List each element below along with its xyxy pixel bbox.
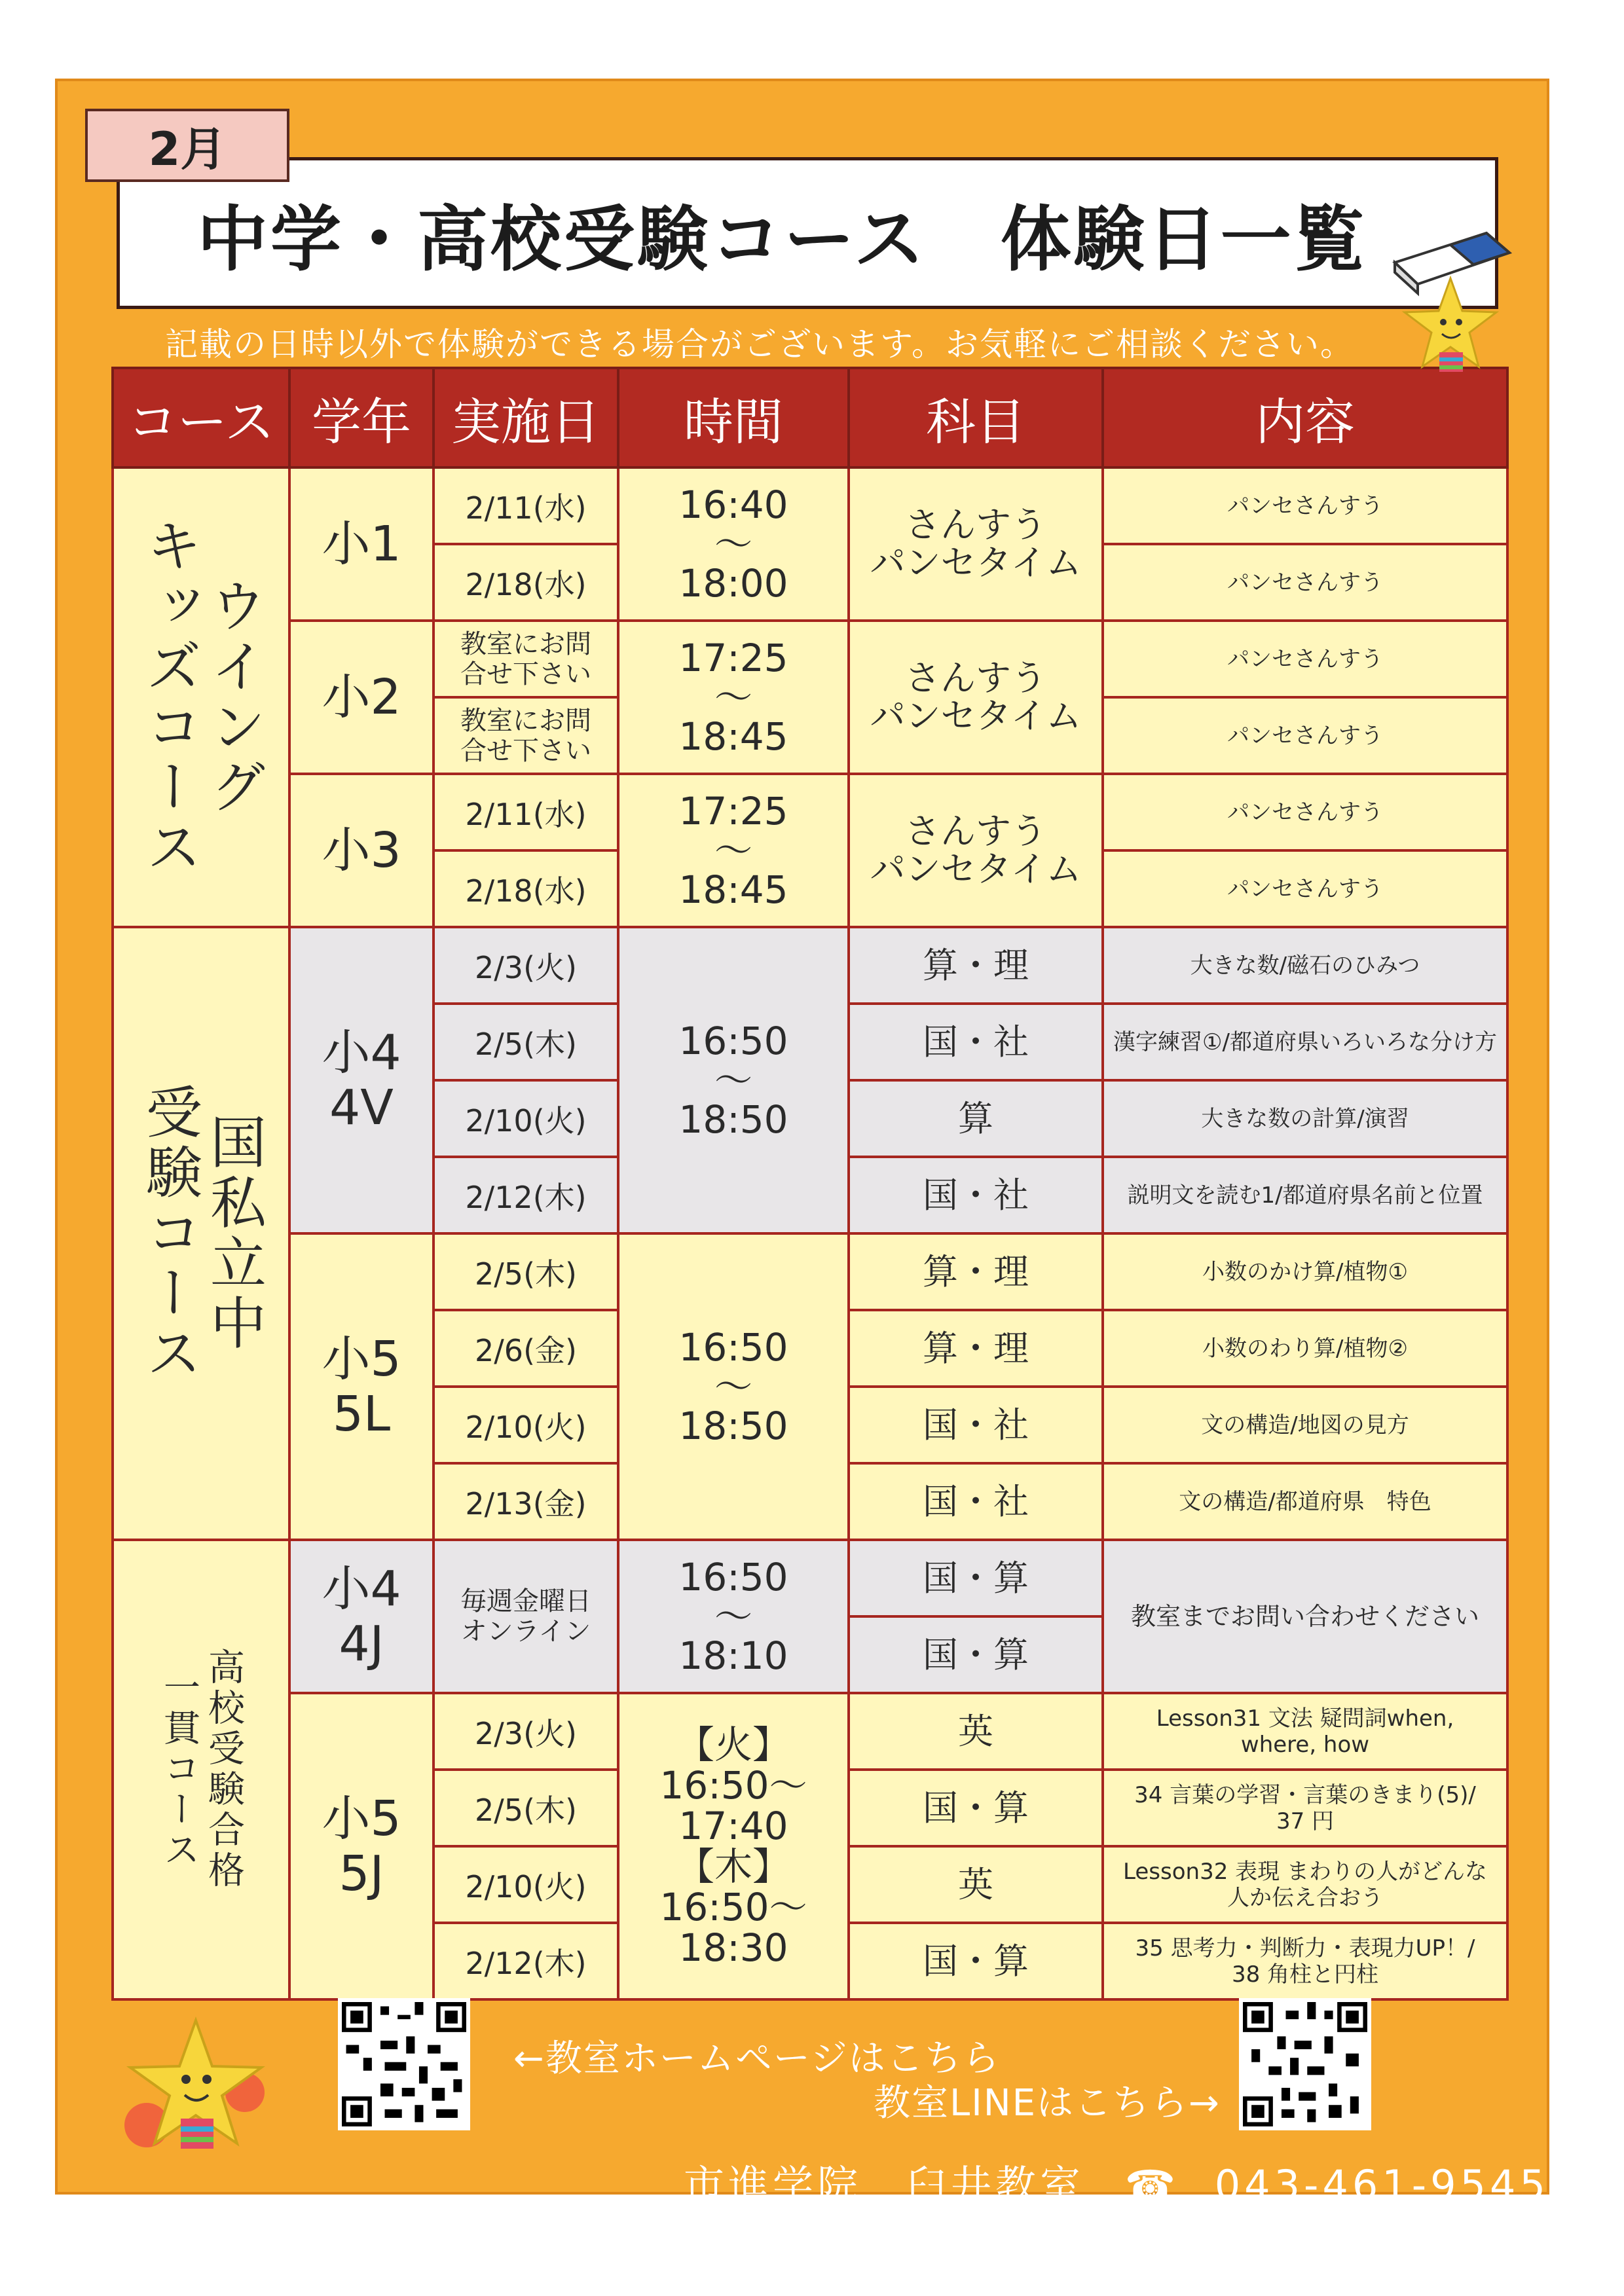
table-row [113,621,1507,697]
date-cell: 2/11(水) [434,774,618,850]
homepage-link[interactable]: ←教室ホームページはこちら [513,2037,1001,2080]
phone-number[interactable]: 043-461-9545 [1214,2161,1549,2209]
date-cell: 教室にお問 合せ下さい [434,621,618,697]
star-mascot-icon [1401,275,1500,386]
date-cell: 2/11(水) [434,467,618,544]
content-cell: 大きな数の計算/演習 [1103,1080,1507,1157]
date-cell: 2/5(木) [434,1004,618,1080]
content-cell: パンセさんすう [1103,697,1507,774]
date-cell: 2/3(火) [434,927,618,1004]
table-row [113,1233,1507,1310]
content-cell: パンセさんすう [1103,621,1507,697]
content-cell: 文の構造/都道府県 特色 [1103,1463,1507,1540]
subject-cell: 英 [849,1846,1103,1923]
subject-cell: 国・社 [849,1463,1103,1540]
date-cell: 毎週金曜日 オンライン [434,1540,618,1693]
grade-cell: 小5 5L [289,1233,434,1540]
date-cell: 2/18(水) [434,544,618,621]
content-cell: パンセさんすう [1103,850,1507,927]
grade-cell: 小1 [289,467,434,621]
date-cell: 2/10(火) [434,1387,618,1463]
date-cell: 2/13(金) [434,1463,618,1540]
content-cell: 34 言葉の学習・言葉のきまり(5)/ 37 円 [1103,1770,1507,1846]
content-cell: 小数のかけ算/植物① [1103,1233,1507,1310]
content-cell: 漢字練習①/都道府県いろいろな分け方 [1103,1004,1507,1080]
time-cell: 16:50 ～ 18:50 [618,927,849,1233]
subject-cell: 国・算 [849,1616,1103,1693]
content-cell: パンセさんすう [1103,774,1507,850]
date-cell: 2/3(火) [434,1693,618,1770]
trial-schedule-table [111,367,1509,2001]
subject-cell: 算 [849,1080,1103,1157]
course-wing-kids: ウイング キッズコース [113,467,289,927]
content-cell: 小数のわり算/植物② [1103,1310,1507,1387]
date-cell: 2/10(火) [434,1080,618,1157]
table-row [113,1693,1507,1770]
time-cell: 16:50 ～ 18:50 [618,1233,849,1540]
course-national-private: 国私立中 受験コース [113,927,289,1540]
subject-cell: さんすう パンセタイム [849,774,1103,927]
footer-area [55,1990,1549,2209]
date-cell: 2/12(木) [434,1923,618,1999]
month-badge: 2月 [85,109,289,182]
content-cell: 文の構造/地図の見方 [1103,1387,1507,1463]
time-cell: 17:25 ～ 18:45 [618,621,849,774]
header-grade: 学年 [289,368,434,467]
time-cell: 【火】 16:50～ 17:40 【木】 16:50～ 18:30 [618,1693,849,1999]
date-cell: 教室にお問 合せ下さい [434,697,618,774]
table-header-row [113,368,1507,467]
content-cell: Lesson32 表現 まわりの人がどんな 人か伝え合おう [1103,1846,1507,1923]
subject-cell: 算・理 [849,1233,1103,1310]
subject-cell: 算・理 [849,927,1103,1004]
course-highschool-integrated: 高校受験合格 一貫コース [113,1540,289,1999]
line-link[interactable]: 教室LINEはこちら→ [874,2082,1221,2124]
subject-cell: 国・社 [849,1004,1103,1080]
header-course: コース [113,368,289,467]
date-cell: 2/5(木) [434,1233,618,1310]
content-cell: パンセさんすう [1103,544,1507,621]
phone-icon: ☎ [1124,2161,1179,2209]
date-cell: 2/6(金) [434,1310,618,1387]
header-date: 実施日 [434,368,618,467]
subject-cell: 国・算 [849,1923,1103,1999]
header-content: 内容 [1103,368,1507,467]
content-cell: 35 思考力・判断力・表現力UP！/ 38 角柱と円柱 [1103,1923,1507,1999]
content-cell: 大きな数/磁石のひみつ [1103,927,1507,1004]
table-row [113,1540,1507,1616]
time-cell: 17:25 ～ 18:45 [618,774,849,927]
subject-cell: 国・算 [849,1540,1103,1616]
school-contact [684,2153,1549,2211]
time-cell: 16:40 ～ 18:00 [618,467,849,621]
schedule-table-wrapper [111,367,1506,2001]
page-title: 中学・高校受験コース 体験日一覧 [117,157,1498,309]
date-cell: 2/10(火) [434,1846,618,1923]
date-cell: 2/5(木) [434,1770,618,1846]
time-cell: 16:50 ～ 18:10 [618,1540,849,1693]
content-cell: 教室までお問い合わせください [1103,1540,1507,1693]
subject-cell: 算・理 [849,1310,1103,1387]
grade-cell: 小2 [289,621,434,774]
date-cell: 2/12(木) [434,1157,618,1233]
grade-cell: 小4 4V [289,927,434,1233]
header-time: 時間 [618,368,849,467]
subject-cell: 国・社 [849,1157,1103,1233]
table-row [113,774,1507,850]
line-qr-code[interactable] [1239,1998,1371,2130]
trial-note: 記載の日時以外で体験ができる場合がございます。お気軽にご相談ください。 [165,325,1354,363]
subject-cell: さんすう パンセタイム [849,467,1103,621]
content-cell: パンセさんすう [1103,467,1507,544]
content-cell: 説明文を読む1/都道府県名前と位置 [1103,1157,1507,1233]
header-subject: 科目 [849,368,1103,467]
content-cell: Lesson31 文法 疑問詞when, where, how [1103,1693,1507,1770]
subject-cell: 国・算 [849,1770,1103,1846]
school-name: 市進学院 臼井教室 [684,2161,1085,2209]
grade-cell: 小4 4J [289,1540,434,1693]
subject-cell: 英 [849,1693,1103,1770]
table-row [113,927,1507,1004]
grade-cell: 小3 [289,774,434,927]
table-row [113,467,1507,544]
date-cell: 2/18(水) [434,850,618,927]
star-cheerleader-icon [120,2014,271,2164]
subject-cell: さんすう パンセタイム [849,621,1103,774]
homepage-qr-code[interactable] [338,1998,470,2130]
subject-cell: 国・社 [849,1387,1103,1463]
grade-cell: 小5 5J [289,1693,434,1999]
